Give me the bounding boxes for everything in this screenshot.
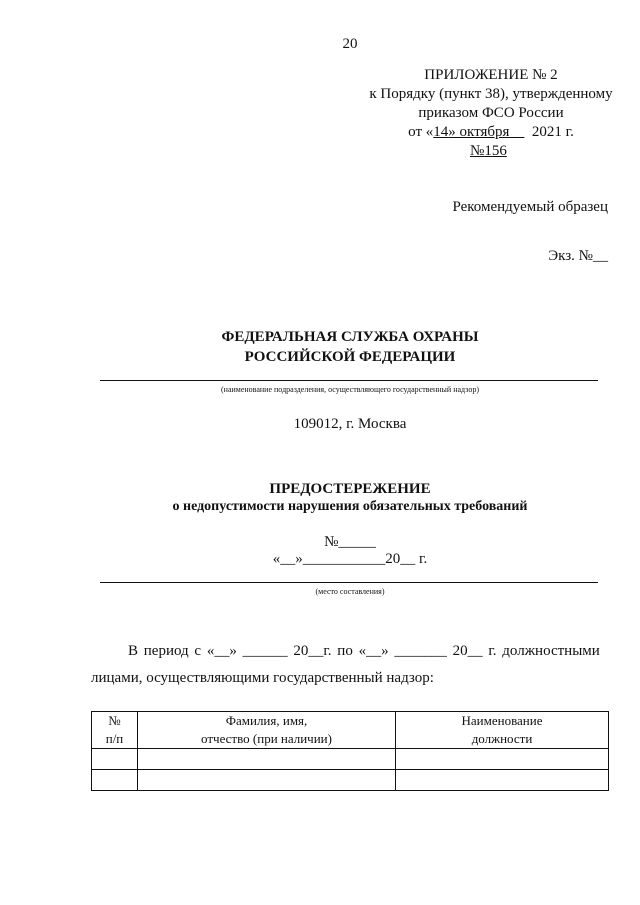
org-caption: (наименование подразделения, осуществляющего государственный надзор): [221, 385, 479, 394]
date-day: 14: [433, 124, 449, 140]
header-fullname: [138, 712, 396, 749]
number-value: 156: [484, 143, 507, 159]
table-cell: [138, 749, 396, 770]
org-underline: [100, 380, 598, 381]
org-address: 109012, г. Москва: [293, 416, 407, 432]
appendix-date: [408, 124, 574, 141]
appendix-line1: к Порядку (пункт 38), утвержденному: [369, 86, 613, 102]
table-header-row: [92, 712, 609, 749]
date-gap: [509, 124, 524, 140]
sample-label: Рекомендуемый образец: [452, 199, 608, 215]
date-prefix: от «: [408, 124, 434, 140]
appendix-line2: приказом ФСО России: [418, 105, 564, 121]
doc-number-line: №_____: [324, 534, 376, 550]
header-fullname-line1: Фамилия, имя,: [225, 713, 308, 728]
page-number: 20: [342, 36, 358, 52]
header-number-line2: п/п: [105, 731, 124, 746]
place-underline: [100, 582, 598, 583]
appendix-number: [470, 143, 507, 160]
appendix-title: ПРИЛОЖЕНИЕ № 2: [424, 67, 558, 83]
date-month: » октября: [448, 124, 510, 140]
doc-subtitle: о недопустимости нарушения обязательных требований: [172, 499, 528, 514]
org-name-line2: РОССИЙСКОЙ ФЕДЕРАЦИИ: [244, 349, 456, 365]
copy-label: Экз. №__: [548, 248, 608, 264]
org-name-line1: ФЕДЕРАЛЬНАЯ СЛУЖБА ОХРАНЫ: [221, 329, 479, 345]
place-caption: (место составления): [315, 587, 385, 596]
inspectors-table: [91, 711, 609, 791]
body-line2: лицами, осуществляющими государственный надзор:: [91, 670, 434, 686]
header-position-line1: Наименование: [461, 713, 543, 728]
table-row: [92, 749, 609, 770]
number-prefix: №: [470, 143, 485, 159]
table-cell: [396, 770, 609, 791]
header-number: [92, 712, 138, 749]
table-cell: [396, 749, 609, 770]
doc-title: ПРЕДОСТЕРЕЖЕНИЕ: [269, 481, 431, 497]
table-row: [92, 770, 609, 791]
header-fullname-line2: отчество (при наличии): [201, 731, 332, 746]
doc-date-line: «__»___________20__ г.: [272, 551, 428, 567]
header-number-line1: №: [108, 713, 121, 728]
date-year: 2021 г.: [531, 124, 574, 140]
table-cell: [92, 770, 138, 791]
table-cell: [138, 770, 396, 791]
header-position-line2: должности: [471, 731, 533, 746]
table-cell: [92, 749, 138, 770]
body-line1: В период с «__» ______ 20__г. по «__» _______ 20__ г. должностными: [128, 643, 600, 659]
header-position: [396, 712, 609, 749]
